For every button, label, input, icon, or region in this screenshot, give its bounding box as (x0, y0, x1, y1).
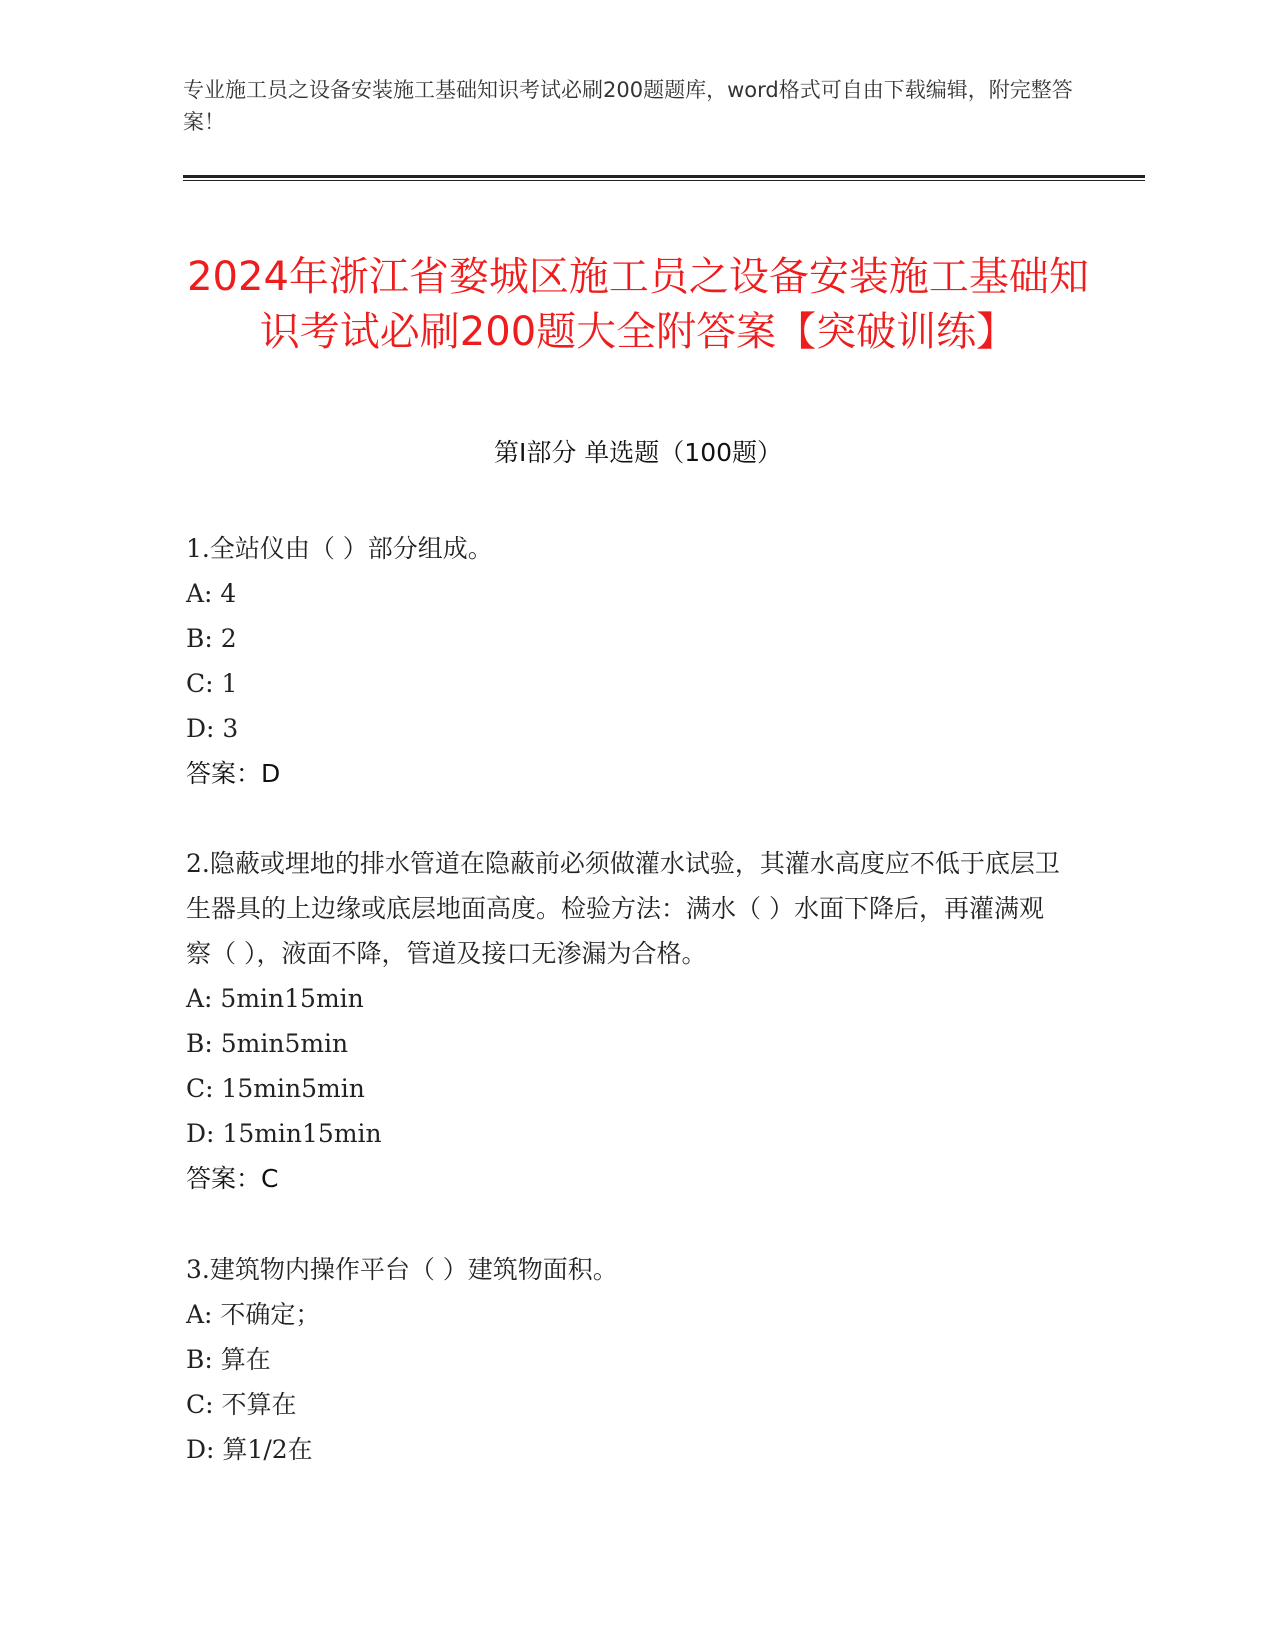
option-b: B: 5min5min (186, 1029, 349, 1058)
header-rule-thick (183, 175, 1145, 178)
answer: 答案：C (186, 1164, 279, 1193)
option-a: A: 不确定； (186, 1300, 321, 1329)
header-rule-thin (183, 180, 1145, 181)
question-3 (186, 1247, 1066, 1472)
option-c: C: 1 (186, 669, 238, 698)
question-stem: 1.全站仪由（ ）部分组成。 (186, 534, 493, 563)
option-c: C: 15min5min (186, 1074, 365, 1103)
question-stem: 2.隐蔽或埋地的排水管道在隐蔽前必须做灌水试验，其灌水高度应不低于底层卫生器具的上边缘或底层地面高度。检验方法：满水（ ）水面下降后，再灌满观察（ ），液面不降，管道及接口无渗漏为合格。 (186, 849, 1060, 968)
question-1 (186, 526, 1066, 796)
option-a: A: 5min15min (186, 984, 364, 1013)
option-b: B: 算在 (186, 1345, 271, 1374)
option-d: D: 15min15min (186, 1119, 382, 1148)
answer: 答案：D (186, 759, 281, 788)
document-title: 2024年浙江省婺城区施工员之设备安装施工基础知识考试必刷200题大全附答案【突破训练】 (187, 253, 1089, 355)
option-a: A: 4 (186, 579, 237, 608)
header-note: 专业施工员之设备安装施工基础知识考试必刷200题题库，word格式可自由下载编辑，附完整答案！ (183, 78, 1073, 134)
question-stem: 3.建筑物内操作平台（ ）建筑物面积。 (186, 1255, 618, 1284)
option-b: B: 2 (186, 624, 237, 653)
section-title: 第Ⅰ部分 单选题（100题） (493, 438, 783, 467)
option-c: C: 不算在 (186, 1390, 297, 1419)
question-2 (186, 841, 1066, 1201)
option-d: D: 3 (186, 714, 239, 743)
option-d: D: 算1/2在 (186, 1435, 313, 1464)
